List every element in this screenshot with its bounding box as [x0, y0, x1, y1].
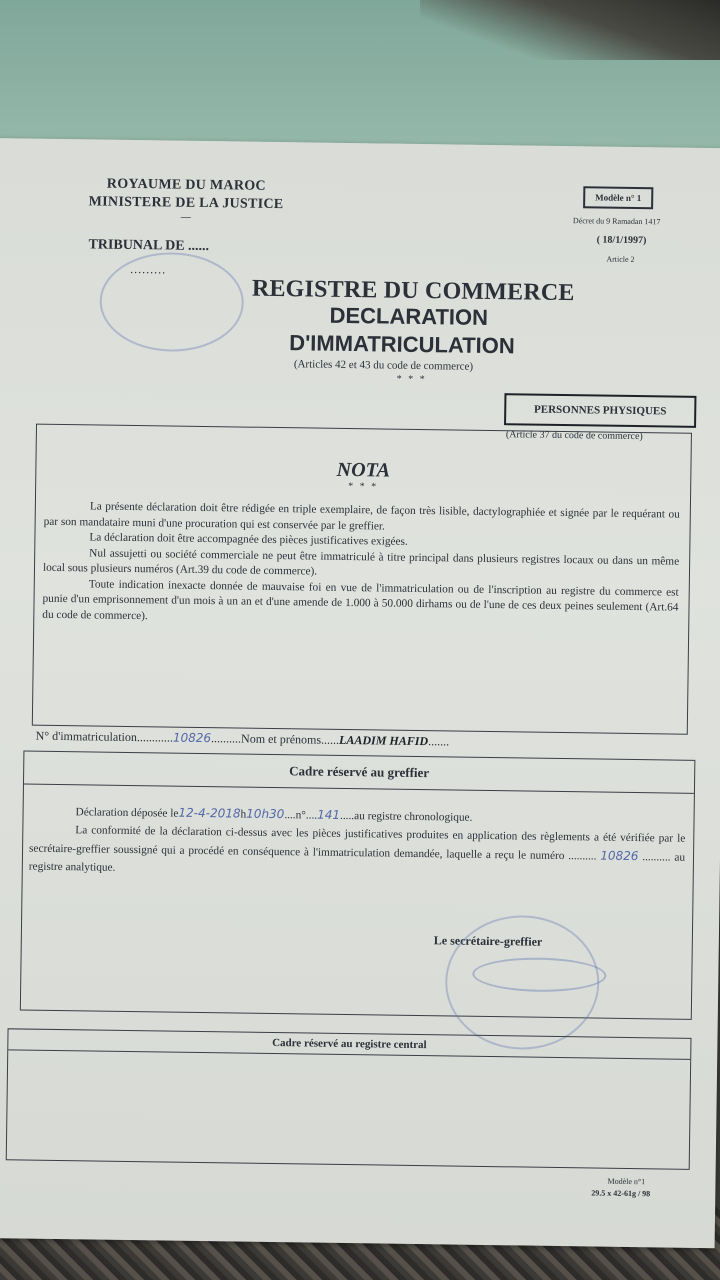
deposit-no-label: n°	[295, 809, 306, 822]
greffier-stamp	[444, 914, 600, 1050]
nota-paragraph: La déclaration doit être accompagnée des pièces justificatives exigées.	[89, 531, 408, 548]
articles-ref: (Articles 42 et 43 du code de commerce)	[293, 358, 474, 373]
name-label: Nom et prénoms	[241, 731, 322, 747]
registration-form	[0, 138, 720, 1248]
ministry-name: MINISTERE DE LA JUSTICE	[88, 194, 284, 213]
dots: ............	[136, 730, 174, 745]
nota-text	[42, 499, 680, 632]
tribunal-stamp	[99, 252, 244, 353]
country-name: ROYAUME DU MAROC	[106, 176, 266, 194]
greffier-header: Cadre réservé au greffier	[24, 752, 694, 794]
form-subtitle-2: D'IMMATRICULATION	[288, 330, 515, 359]
tribunal-dots: .........	[130, 261, 167, 277]
deposit-number: 141	[317, 807, 341, 822]
tribunal-label: TRIBUNAL DE ......	[88, 237, 210, 255]
dots: .......	[428, 734, 450, 749]
title-dots: * * *	[396, 373, 427, 386]
conformity-paragraph: La conformité de la déclaration ci-dessus avec les pièces justificatives produites en application des règlements a été vérifiée par le secrétaire-greffier soussigné qui a procédé en conséquence à l'immatriculation demandée, laquelle a reçu le numéro .......... 10826 .......... au registre analytique.	[28, 824, 686, 874]
greffier-text	[29, 802, 686, 885]
background-shadow	[420, 0, 720, 60]
immatriculation-label: N° d'immatriculation	[35, 728, 138, 745]
dots: ..........	[211, 731, 242, 746]
central-frame	[6, 1028, 692, 1170]
category-box: PERSONNES PHYSIQUES	[504, 393, 696, 428]
nota-paragraph: Nul assujetti ou société commerciale ne peut être immatriculé à titre principal dans plusieurs registres locaux ou dans un même local sous plusieurs numéros (Art.39 du code de commerce).	[42, 546, 680, 578]
conformity-suffix: au registre analytique.	[28, 851, 686, 874]
decret-ref: Décret du 9 Ramadan 1417	[572, 216, 661, 227]
article-ref: Article 2	[606, 254, 635, 264]
category-article: (Article 37 du code de commerce)	[505, 429, 643, 443]
header-separator: —	[180, 211, 192, 223]
issuer-header	[51, 175, 322, 225]
decret-date: ( 18/1/1997)	[596, 234, 647, 247]
holder-name: LAADIM HAFID	[339, 732, 429, 749]
dots: ......	[321, 732, 340, 747]
nota-paragraph: La présente déclaration doit être rédigée en triple exemplaire, de façon très lisible, dactylographiée et signée par le requérant ou par son mandataire muni d'une procuration qui est conservée par le greffier.	[43, 500, 680, 533]
nota-dots: * * *	[348, 481, 379, 493]
form-subtitle-1: DECLARATION	[329, 302, 489, 330]
nota-paragraph: Toute indication inexacte donnée de mauvaise foi en vue de l'immatriculation ou de l'inscription au registre du commerce est punie d'un emprisonnement d'un mois à un an et d'une amende de 1.000 à 50.000 dirhams ou de l'une de ces deux peines seulement (Art.64 du code de commerce).	[42, 577, 679, 622]
signature-label: Le secrétaire-greffier	[433, 933, 543, 949]
deposit-line: Déclaration déposée le12-4-2018h10h30....n°....141.....au registre chronologique.	[75, 805, 473, 824]
modele-badge: Modèle n° 1	[583, 186, 653, 209]
immatriculation-number: 10826	[172, 730, 212, 746]
signature-scribble	[472, 957, 606, 993]
deposit-time: 10h30	[246, 806, 285, 822]
deposit-h: h	[240, 808, 247, 821]
deposit-suffix: au registre chronologique.	[354, 810, 473, 824]
nota-title: NOTA	[336, 458, 391, 482]
deposit-prefix: Déclaration déposée le	[75, 806, 179, 820]
analytic-number: 10826	[600, 848, 639, 864]
footer-format: 29.5 x 42-61g / 98	[591, 1188, 651, 1199]
nota-frame	[32, 424, 692, 735]
conformity-text: La conformité de la déclaration ci-dessus avec les pièces justificatives produites en application des règlements a été vérifiée par le secrétaire-greffier soussigné qui a procédé en conséquence à l'immatriculation demandée, laquelle a reçu le numéro	[28, 824, 686, 863]
footer-modele: Modèle n°1	[607, 1176, 646, 1187]
central-header: Cadre réservé au registre central	[8, 1029, 690, 1060]
form-title: REGISTRE DU COMMERCE	[251, 275, 575, 307]
deposit-date: 12-4-2018	[178, 805, 241, 821]
